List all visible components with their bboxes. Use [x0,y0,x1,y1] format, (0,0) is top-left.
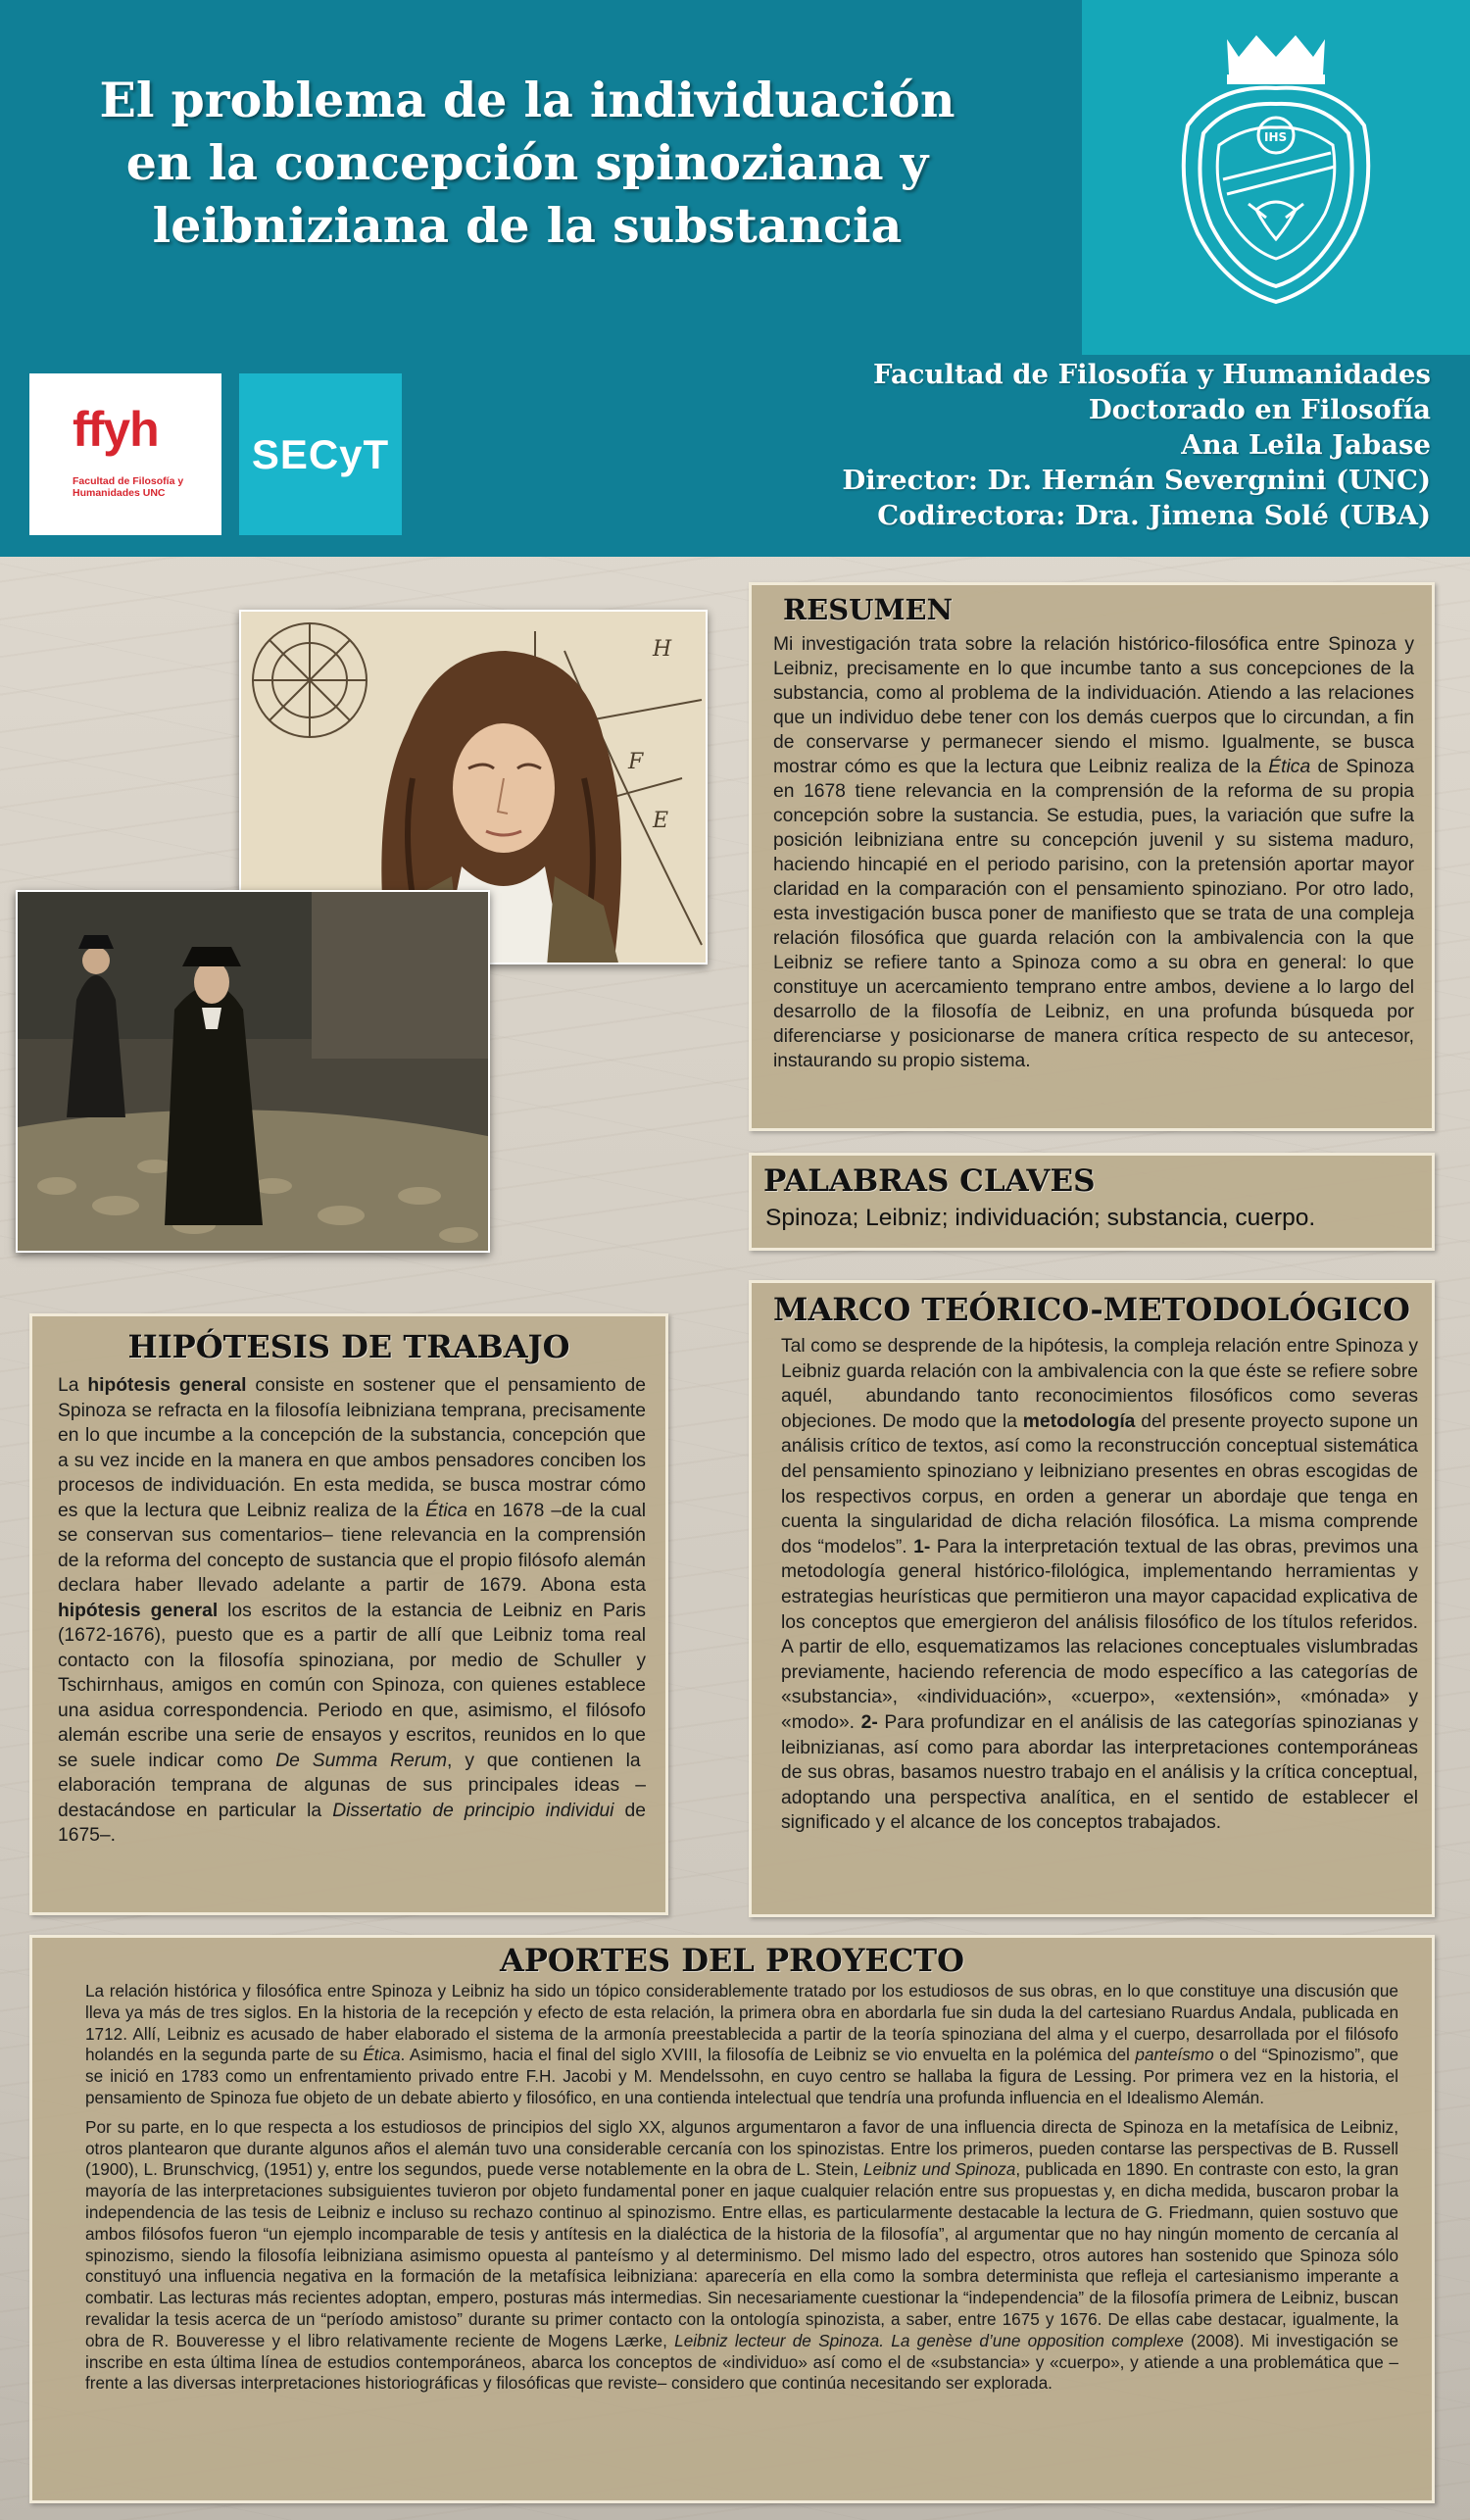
title-line: leibniziana de la substancia [152,197,903,254]
poster-title [27,69,1027,257]
resumen-panel [749,582,1435,1131]
title-line: en la concepción spinoziana y [125,134,929,191]
title-line: El problema de la individuación [99,72,956,128]
marco-title: MARCO TEÓRICO-METODOLÓGICO [773,1291,1410,1328]
spinoza-scene [16,890,490,1253]
aportes-title: APORTES DEL PROYECTO [500,1942,964,1979]
secyt-logo: SECyT [239,373,402,535]
university-crest-icon [1158,18,1394,312]
hipotesis-panel [29,1313,668,1915]
ffyh-logo [29,373,221,535]
resumen-title: RESUMEN [783,593,954,626]
aportes-panel [29,1935,1435,2503]
affiliation-author: Ana Leila Jabase [1181,429,1431,461]
svg-text:F: F [628,750,644,774]
affiliation-faculty: Facultad de Filosofía y Humanidades [872,359,1431,390]
affiliation-program: Doctorado en Filosofía [1088,394,1431,425]
aportes-text [85,1981,1398,2395]
aportes-paragraph: Por su parte, en lo que respecta a los estudiosos de principios del siglo XX, algunos argumentaron a favor de una influencia directa de Spinoza en la metafísica de Leibniz, otros plantearon que durante algunos años el alemán tuvo una considerable cercanía con los spinozistas. Entre los primeros, pueden contarse las perspectivas de B. Russell (1900), L. Brunschvicg, (1951) y, entre los segundos, puede verse notablemente en la obra de L. Stein, Leibniz und Spinoza, publicada en 1890. En contraste con esto, la gran mayoría de las interpretaciones subsiguientes tuvieron por objeto fundamental poner en jaque cualquier relación entre sus propuestas y, en dicha medida, buscaron probar la independencia de las tesis de Leibniz e incluso su rechazo continuo al spinozismo. Entre ellas, es particularmente destacable la lectura de G. Friedmann, quien sostuvo que ambos filósofos fueron “un ejemplo incomparable de tesis y antítesis en la dialéctica de la historia de la filosofía”, al argumentar que no hay ningún momento de cercanía al spinozismo, siendo la filosofía leibniziana asimismo opuesta al panteísmo y al determinismo. Del mismo lado del espectro, otros autores han sostenido que Spinoza sólo constituyó una influencia negativa en la formación de la metafísica leibniziana: aparecería en ella como la sombra determinista que refleja el cartesianismo imperante a combatir. Las lecturas más recientes adoptan, empero, posturas más intermedias. Sin necesariamente cuestionar la “independencia” de la filosofía primera de Leibniz, buscan revalidar la tesis acerca de un “período amistoso” durante su primer contacto con la ontología spinozista, a saber, entre 1675 y 1676. De ellas cabe destacar, igualmente, la obra de R. Bouveresse y el libro relativamente reciente de Mogens Lærke, Leibniz lecteur de Spinoza. La genèse d’une opposition complexe (2008). Mi investigación se inscribe en esta última línea de estudios contemporáneos, abarca los conceptos de «individuo» así como el de «substancia» y «cuerpo», y atiende a una problemática que –frente a las diversas interpretaciones historiográficas y filosóficas que reviste– considero que continúa necesitando ser explorada. [85,2116,1398,2394]
affiliation-director: Director: Dr. Hernán Severgnini (UNC) [842,465,1431,496]
marco-panel [749,1280,1435,1917]
hipotesis-text: La hipótesis general consiste en sostener que el pensamiento de Spinoza se refracta en la filosofía leibniziana temprana, precisamente en lo que incumbe a la concepción de la substancia, concepción que a su vez incide en la manera en que ambos pensadores conciben los procesos de individuación. En esta medida, se busca mostrar cómo es que la lectura que Leibniz realiza de la Ética en 1678 –de la cual se conservan sus comentarios– tiene relevancia en la comprensión de la reforma del concepto de sustancia que el propio filósofo alemán declara haber llevado adelante a partir de 1679. Abona esta hipótesis general los escritos de la estancia de Leibniz en Paris (1672-1676), puesto que es a partir de allí que Leibniz toma real contacto con la filosofía spinoziana, por medio de Schuller y Tschirnhaus, amigos en común con Spinoza, con quienes establece una asidua correspondencia. Periodo en que, asimismo, el filósofo alemán escribe una serie de ensayos y escritos, reunidos en lo que se suele indicar como De Summa Rerum, y que contienen la elaboración temprana de algunas de sus principales ideas –destacándose en particular la Dissertatio de principio individui de 1675–. [58,1375,647,1846]
svg-text:E: E [653,809,669,833]
marco-text: Tal como se desprende de la hipótesis, la compleja relación entre Spinoza y Leibniz guarda relación con la ambivalencia con la que éste se refiere sobre aquél, abundando tanto reconocimientos filosóficos como severas objeciones. De modo que la metodología del presente proyecto supone un análisis crítico de textos, así como la reconstrucción conceptual sistemática del pensamiento spinoziano y leibniziano presentes en obras escogidas de los respectivos corpus, en orden a generar un abordaje que tenga en cuenta la singularidad de dicha relación filosófica. La misma comprende dos “modelos”. 1- Para la interpretación textual de las obras, previmos una metodología general histórico-filológica, implementando herramientas y estrategias heurísticas que permitieron una mayor capacidad explicativa de los conceptos que emergieron del análisis filosófico de los títulos referidos. A partir de ello, esquematizamos las relaciones conceptuales vislumbradas previamente, haciendo referencia de modo específico a las categorías de «substancia», «individuación», «cuerpo», «extensión», «mónada» y «modo». 2- Para profundizar en el análisis de las categorías spinozianas y leibnizianas, así como para abordar las interpretaciones contemporáneas de sus obras, basamos nuestro trabajo en el análisis y la crítica conceptual, adoptando una perspectiva analítica, en el sentido de establecer el significado y el alcance de los conceptos trabajados. [781,1336,1418,1834]
svg-text:H: H [653,637,672,662]
aportes-paragraph: La relación histórica y filosófica entre Spinoza y Leibniz ha sido un tópico considerablemente tratado por los estudiosos de sus obras, en lo que constituye una discusión que lleva ya más de tres siglos. En la historia de la recepción y efecto de esta relación, la primera obra en abordarla fue sin duda la del cartesiano Ruardus Andala, publicada en 1712. Allí, Leibniz es acusado de haber elaborado el sistema de la armonía preestablecida a partir de la teoría spinoziana del alma y el cuerpo, desarrollada por el filósofo holandés en la segunda parte de su Ética. Asimismo, hacia el final del siglo XVIII, la filosofía de Leibniz se vio envuelta en la polémica del panteísmo o del “Spinozismo”, que se inició en 1783 como un enfrentamiento privado entre F.H. Jacobi y M. Mendelssohn, en cuyo centro se hallaba la figura de Lessing. Por primera vez en la historia, el pensamiento de Spinoza fue objeto de un debate abierto y filosófico, en una contienda intelectual que tendría una profunda influencia en el Idealismo Alemán. [85,1981,1399,2107]
keywords-panel [749,1153,1435,1251]
affiliation-block [549,357,1431,533]
affiliation-codirector: Codirectora: Dra. Jimena Solé (UBA) [877,500,1431,531]
keywords-title: PALABRAS CLAVES [763,1163,1096,1199]
keywords-text: Spinoza; Leibniz; individuación; substancia, cuerpo. [765,1205,1316,1231]
ffyh-logo-word: ffyh [73,402,159,457]
hipotesis-title: HIPÓTESIS DE TRABAJO [127,1328,570,1365]
university-crest-panel [1082,0,1470,355]
resumen-text: Mi investigación trata sobre la relación histórico-filosófica entre Spinoza y Leibniz, precisamente en lo que incumbe tanto a sus concepciones de la substancia, como al problema de la individuación. Atiendo a las relaciones que un individuo debe tener con los demás cuerpos que lo circundan, a fin de conservarse y permanecer siendo el mismo. Igualmente, se busca mostrar cómo es que la lectura que Leibniz realiza de la Ética de Spinoza en 1678 tiene relevancia en la comprensión de la reforma de su propia concepción sobre la sustancia. Se estudia, pues, la variación que sufre la posición leibniziana entre su concepción juvenil y su sistema maduro, haciendo hincapié en el periodo parisino, con la pretensión aportar mayor claridad en la comparación con el pensamiento spinoziano. Por otro lado, esta investigación busca poner de manifiesto que se trata de una compleja relación filosófica que guarda relación con la ambivalencia con la que Leibniz se refiere tanto a Spinoza como a su obra en general: lo que constituye un acercamiento temprano entre ambos, deviene a lo largo del desarrollo de la filosofía de Leibniz, en una profunda búsqueda por diferenciarse y posicionarse de manera crítica respecto de su antecesor, instaurando su propio sistema. [773,634,1414,1071]
ffyh-logo-caption: Facultad de Filosofía y Humanidades UNC [73,475,184,499]
crest-text: IHS [1264,130,1288,144]
